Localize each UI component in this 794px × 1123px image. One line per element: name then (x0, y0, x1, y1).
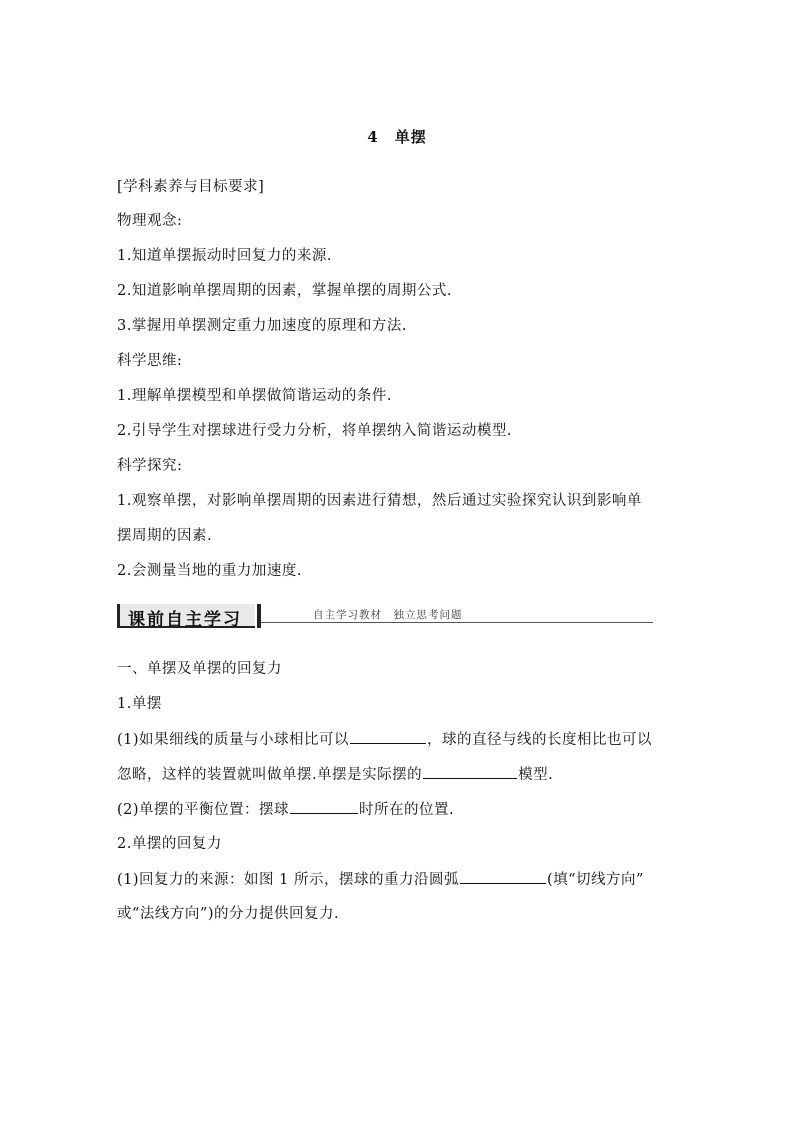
science-inquiry-label: 科学探究: (117, 458, 183, 474)
banner-rule (261, 622, 653, 623)
banner-divider (257, 604, 261, 628)
science-inquiry-item-1b: 摆周期的因素. (117, 528, 213, 544)
page-title: 4 单摆 (367, 128, 427, 146)
banner-subtitle: 自主学习教材 独立思考问题 (313, 609, 463, 621)
goals-heading: [学科素养与目标要求] (117, 179, 265, 195)
physics-concept-item-3: 3.掌握用单摆测定重力加速度的原理和方法. (117, 318, 407, 334)
physics-concept-label: 物理观念: (117, 213, 183, 229)
paragraph-1-text-b: ，球的直径与线的长度相比也可以 (427, 732, 653, 748)
paragraph-3-text-b: (填“切线方向” (546, 872, 644, 888)
subheading-restoring-force: 2.单摆的回复力 (117, 836, 222, 852)
paragraph-2-text-b: 时所在的位置. (359, 802, 455, 818)
fill-blank-4[interactable] (460, 869, 546, 884)
paragraph-1-line-2 (117, 764, 553, 785)
science-inquiry-item-2: 2.会测量当地的重力加速度. (117, 563, 302, 579)
paragraph-2-text-a: (2)单摆的平衡位置：摆球 (117, 802, 290, 818)
paragraph-3-text-a: (1)回复力的来源：如图 1 所示，摆球的重力沿圆弧 (117, 872, 459, 888)
paragraph-1-text-c: 忽略，这样的装置就叫做单摆.单摆是实际摆的 (117, 767, 423, 783)
science-thinking-item-1: 1.理解单摆模型和单摆做简谐运动的条件. (117, 388, 392, 404)
science-inquiry-item-1a: 1.观察单摆，对影响单摆周期的因素进行猜想，然后通过实验探究认识到影响单 (117, 493, 642, 509)
physics-concept-item-2: 2.知道影响单摆周期的因素，掌握单摆的周期公式. (117, 283, 452, 299)
paragraph-1-text-d: 模型. (518, 767, 554, 783)
science-thinking-label: 科学思维: (117, 353, 183, 369)
fill-blank-3[interactable] (290, 799, 358, 814)
science-thinking-item-2: 2.引导学生对摆球进行受力分析，将单摆纳入简谐运动模型. (117, 423, 512, 439)
physics-concept-item-1: 1.知道单摆振动时回复力的来源. (117, 248, 332, 264)
paragraph-3-line-2: 或“法线方向”)的分力提供回复力. (117, 906, 340, 922)
paragraph-3-line-1 (117, 869, 644, 890)
fill-blank-1[interactable] (350, 729, 426, 744)
section-heading: 一、单摆及单摆的回复力 (117, 661, 282, 677)
subheading-pendulum: 1.单摆 (117, 696, 162, 712)
banner-box (117, 604, 255, 628)
banner-label: 课前自主学习 (128, 610, 242, 630)
section-banner (117, 604, 653, 630)
paragraph-1-text-a: (1)如果细线的质量与小球相比可以 (117, 732, 350, 748)
paragraph-1-line-1 (117, 729, 652, 750)
paragraph-2 (117, 799, 454, 820)
fill-blank-2[interactable] (423, 764, 517, 779)
